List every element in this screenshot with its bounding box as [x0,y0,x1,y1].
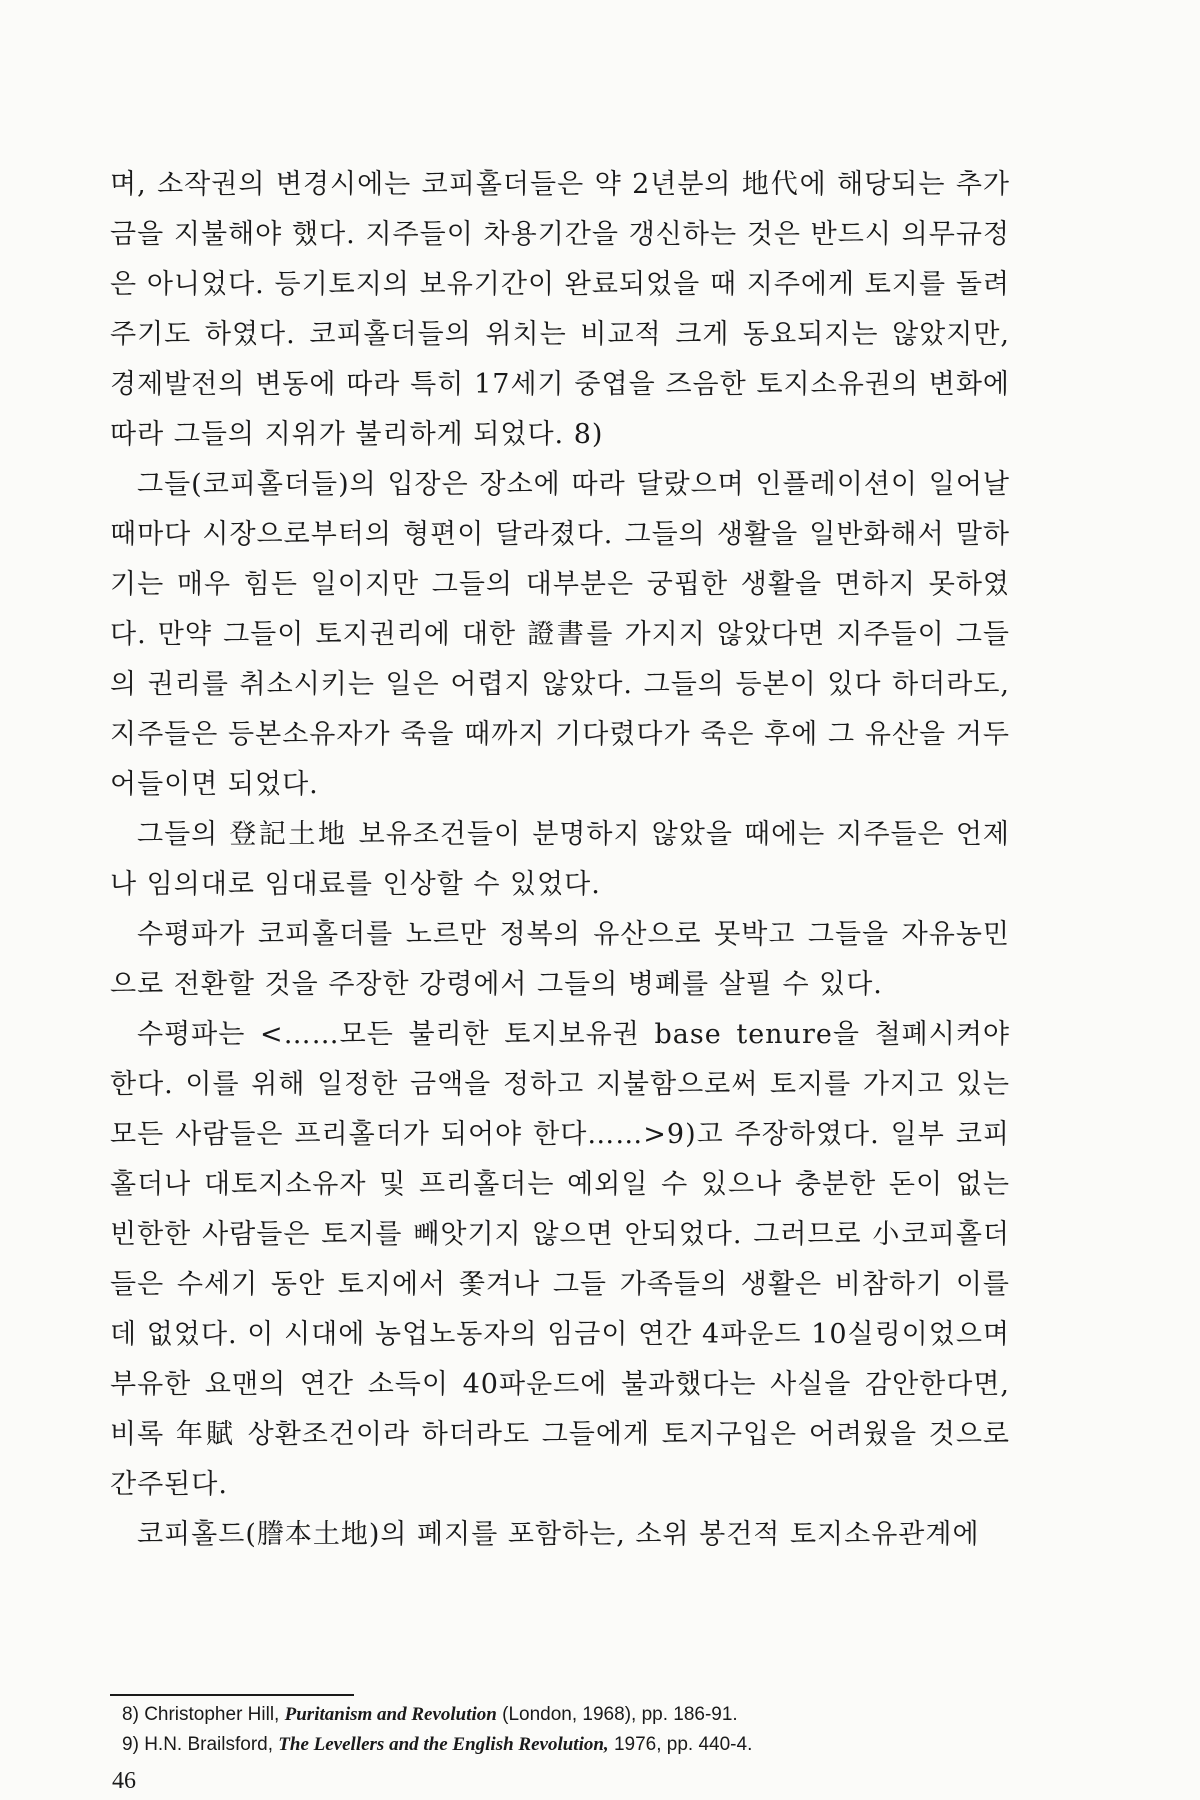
footnote-9 [122,1730,1022,1760]
footnote-mark: 9) [122,1734,139,1755]
paragraph-6: 코피홀드(謄本土地)의 폐지를 포함하는, 소위 봉건적 토지소유관계에 [137,1519,980,1550]
footnote-author: Christopher Hill, [144,1704,280,1725]
footnote-title: Puritanism and Revolution [284,1704,497,1725]
paragraph-5: 수평파는 <……모든 불리한 토지보유권 base tenure을 철폐시켜야 한다. 이를 위해 일정한 금액을 정하고 지불함으로써 토지를 가지고 있는 모든 사람들은 프리홀더가 되어야 한다……>9)고 주장하였다. 일부 코피홀더나 대토지소유자 및 프리홀더는 예외일 수 있으나 충분한 돈이 없는 빈한한 사람들은 토지를 빼앗기지 않으면 안되었다. 그러므로 小코피홀더들은 수세기 동안 토지에서 쫓겨나 그들 가족들의 생활은 비참하기 이를 데 없었다. 이 시대에 농업노동자의 임금이 연간 4파운드 10실링이었으며 부유한 요맨의 연간 소득이 40파운드에 불과했다는 사실을 감안한다면, 비록 年賦 상환조건이라 하더라도 그들에게 토지구입은 어려웠을 것으로 간주된다. [110,1019,1010,1500]
page-number: 46 [112,1768,136,1794]
footnote-divider [110,1694,354,1696]
footnote-8 [122,1700,1022,1730]
footnote-author: H.N. Brailsford, [144,1734,273,1755]
footnote-citation: 1976, pp. 440-4. [613,1734,753,1755]
paragraph-4: 수평파가 코피홀더를 노르만 정복의 유산으로 못박고 그들을 자유농민으로 전환할 것을 주장한 강령에서 그들의 병폐를 살필 수 있다. [110,919,1010,1000]
paragraph-3: 그들의 登記土地 보유조건들이 분명하지 않았을 때에는 지주들은 언제나 임의대로 임대료를 인상할 수 있었다. [110,819,1010,900]
paragraph-2: 그들(코피홀더들)의 입장은 장소에 따라 달랐으며 인플레이션이 일어날 때마다 시장으로부터의 형편이 달라졌다. 그들의 생활을 일반화해서 말하기는 매우 힘든 일이지만 그들의 대부분은 궁핍한 생활을 면하지 못하였다. 만약 그들이 토지권리에 대한 證書를 가지지 않았다면 지주들이 그들의 권리를 취소시키는 일은 어렵지 않았다. 그들의 등본이 있다 하더라도, 지주들은 등본소유자가 죽을 때까지 기다렸다가 죽은 후에 그 유산을 거두어들이면 되었다. [110,469,1010,800]
paragraph-1: 며, 소작권의 변경시에는 코피홀더들은 약 2년분의 地代에 해당되는 추가금을 지불해야 했다. 지주들이 차용기간을 갱신하는 것은 반드시 의무규정은 아니었다. 등기토지의 보유기간이 완료되었을 때 지주에게 토지를 돌려 주기도 하였다. 코피홀더들의 위치는 비교적 크게 동요되지는 않았지만, 경제발전의 변동에 따라 특히 17세기 중엽을 즈음한 토지소유권의 변화에 따라 그들의 지위가 불리하게 되었다. 8) [110,169,1010,450]
footnotes [122,1700,1022,1760]
footnote-mark: 8) [122,1704,139,1725]
footnote-title: The Levellers and the English Revolution, [278,1734,609,1755]
footnote-citation: (London, 1968), pp. 186-91. [502,1704,738,1725]
body-text [110,160,1010,1560]
